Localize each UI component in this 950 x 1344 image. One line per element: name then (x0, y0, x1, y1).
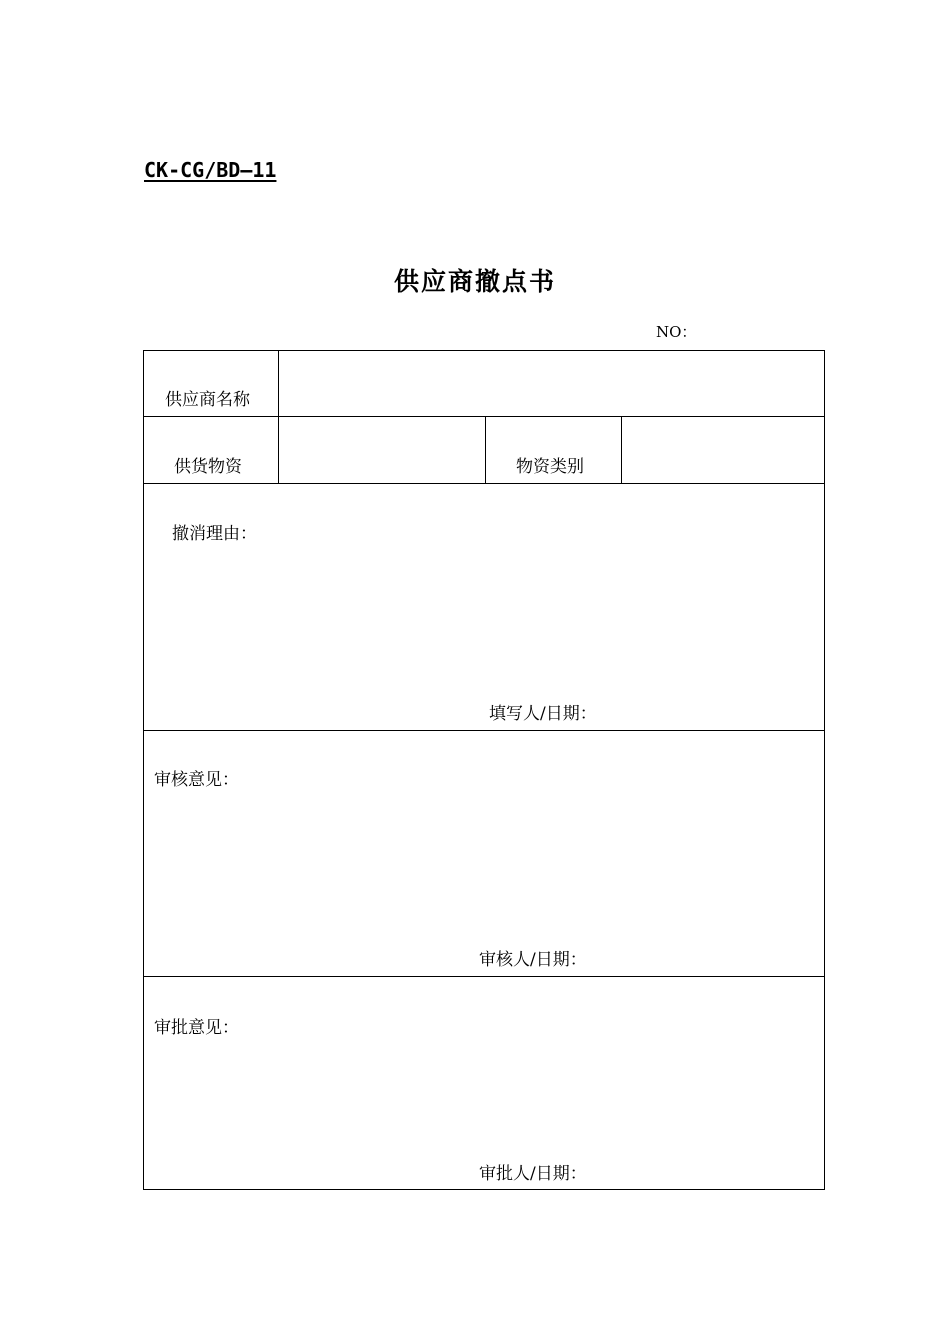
review-opinion-label: 审核意见： (154, 770, 239, 790)
supplied-goods-label: 供货物资 (174, 457, 242, 477)
goods-category-label: 物资类别 (516, 457, 584, 477)
column-divider (485, 416, 486, 483)
row-divider (144, 416, 824, 417)
document-number-label: NO： (656, 323, 697, 341)
supplier-name-label: 供应商名称 (165, 390, 250, 410)
column-divider (621, 416, 622, 483)
revocation-form-table (143, 350, 825, 1190)
row-divider (144, 976, 824, 977)
reviewer-date-label: 审核人/日期： (479, 950, 587, 970)
row-divider (144, 483, 824, 484)
row-divider (144, 730, 824, 731)
filler-date-label: 填写人/日期： (489, 704, 597, 724)
approver-date-label: 审批人/日期： (479, 1164, 587, 1184)
document-title: 供应商撤点书 (393, 267, 556, 296)
revoke-reason-label: 撤消理由： (172, 524, 257, 544)
supplier-name-field[interactable] (284, 357, 818, 411)
goods-category-field[interactable] (628, 423, 818, 477)
column-divider (278, 351, 279, 483)
document-code: CK-CG/BD—11 (144, 158, 277, 182)
approval-opinion-label: 审批意见： (154, 1018, 239, 1038)
supplied-goods-field[interactable] (284, 423, 478, 477)
